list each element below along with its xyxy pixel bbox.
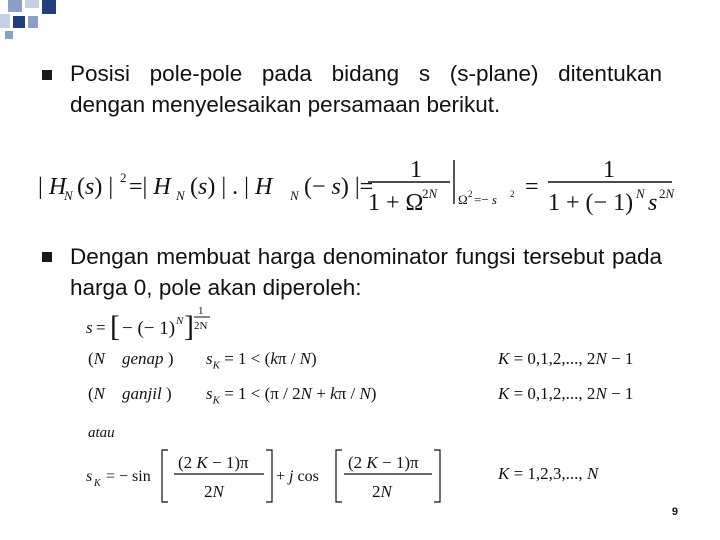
svg-text:+ j cos: + j cos — [276, 468, 319, 485]
bullet-2-text: Dengan membuat harga denominator fungsi tersebut pada harga 0, pole akan diperoleh: — [70, 244, 662, 300]
svg-text:s: s — [86, 318, 93, 337]
svg-text:2: 2 — [510, 189, 515, 199]
svg-text:= − sin: = − sin — [106, 468, 151, 485]
svg-text:1: 1 — [410, 157, 422, 183]
svg-text:2N: 2N — [204, 482, 224, 501]
svg-text:(2 K − 1)π: (2 K − 1)π — [178, 453, 249, 472]
svg-text:=− s: =− s — [474, 192, 497, 207]
bullet-1-text: Posisi pole-pole pada bidang s (s-plane) ditentukan dengan menyelesaikan persamaan berikut. — [70, 61, 662, 117]
svg-text:2: 2 — [120, 170, 127, 185]
svg-text:2N: 2N — [372, 482, 392, 501]
svg-text:[: [ — [110, 310, 120, 343]
svg-text:2N: 2N — [422, 186, 438, 201]
svg-text:s: s — [86, 468, 93, 485]
row-expression-genap: $s_K = 1 < (k\pi / N)$ — [206, 349, 317, 372]
svg-text:(− s) |=: (− s) |= — [304, 174, 374, 200]
svg-text:1: 1 — [603, 157, 615, 183]
svg-text:K: K — [94, 478, 101, 489]
svg-text:1 + Ω: 1 + Ω — [368, 190, 424, 216]
svg-text:(s) |: (s) | — [77, 174, 114, 200]
svg-text:Ω: Ω — [458, 192, 468, 207]
svg-text:2: 2 — [468, 189, 473, 199]
square-bullet-icon — [42, 252, 52, 262]
svg-text:s: s — [648, 190, 658, 216]
svg-text:=: = — [525, 174, 539, 200]
equation-magnitude-squared — [38, 152, 678, 224]
svg-text:=| H: =| H — [129, 174, 171, 200]
row-range-ganjil: K = 0,1,2,..., 2N − 1 — [498, 384, 634, 403]
svg-text:| H: | H — [38, 174, 67, 200]
row-condition-genap: (N genap ) — [88, 349, 174, 368]
svg-text:N: N — [64, 188, 73, 203]
row-range-genap: K = 0,1,2,..., 2N − 1 — [498, 349, 634, 368]
svg-text:=: = — [96, 318, 106, 337]
svg-text:N: N — [636, 186, 645, 201]
row-range-sine-cosine: K = 1,2,3,..., N — [498, 464, 599, 483]
square-bullet-icon — [42, 70, 52, 80]
row-condition-ganjil: (N ganjil ) — [88, 384, 172, 403]
equation-sine-cosine — [86, 444, 466, 508]
svg-text:2N: 2N — [194, 320, 208, 332]
svg-text:1: 1 — [198, 305, 204, 317]
svg-text:(2 K − 1)π: (2 K − 1)π — [348, 453, 419, 472]
svg-text:N: N — [176, 315, 184, 327]
atau-label: atau — [88, 425, 115, 441]
svg-text:1 + (− 1): 1 + (− 1) — [548, 190, 634, 216]
svg-text:(s) | . | H: (s) | . | H — [190, 174, 273, 200]
svg-text:2N: 2N — [659, 186, 675, 201]
svg-text:− (− 1): − (− 1) — [122, 318, 176, 339]
svg-text:]: ] — [184, 310, 194, 343]
equation-poles — [86, 300, 246, 344]
row-expression-ganjil: $s_K = 1 < (\pi / 2N + k\pi / N)$ — [206, 384, 377, 407]
svg-text:N: N — [290, 188, 299, 203]
svg-text:N: N — [176, 188, 185, 203]
page-number: 9 — [671, 506, 678, 518]
